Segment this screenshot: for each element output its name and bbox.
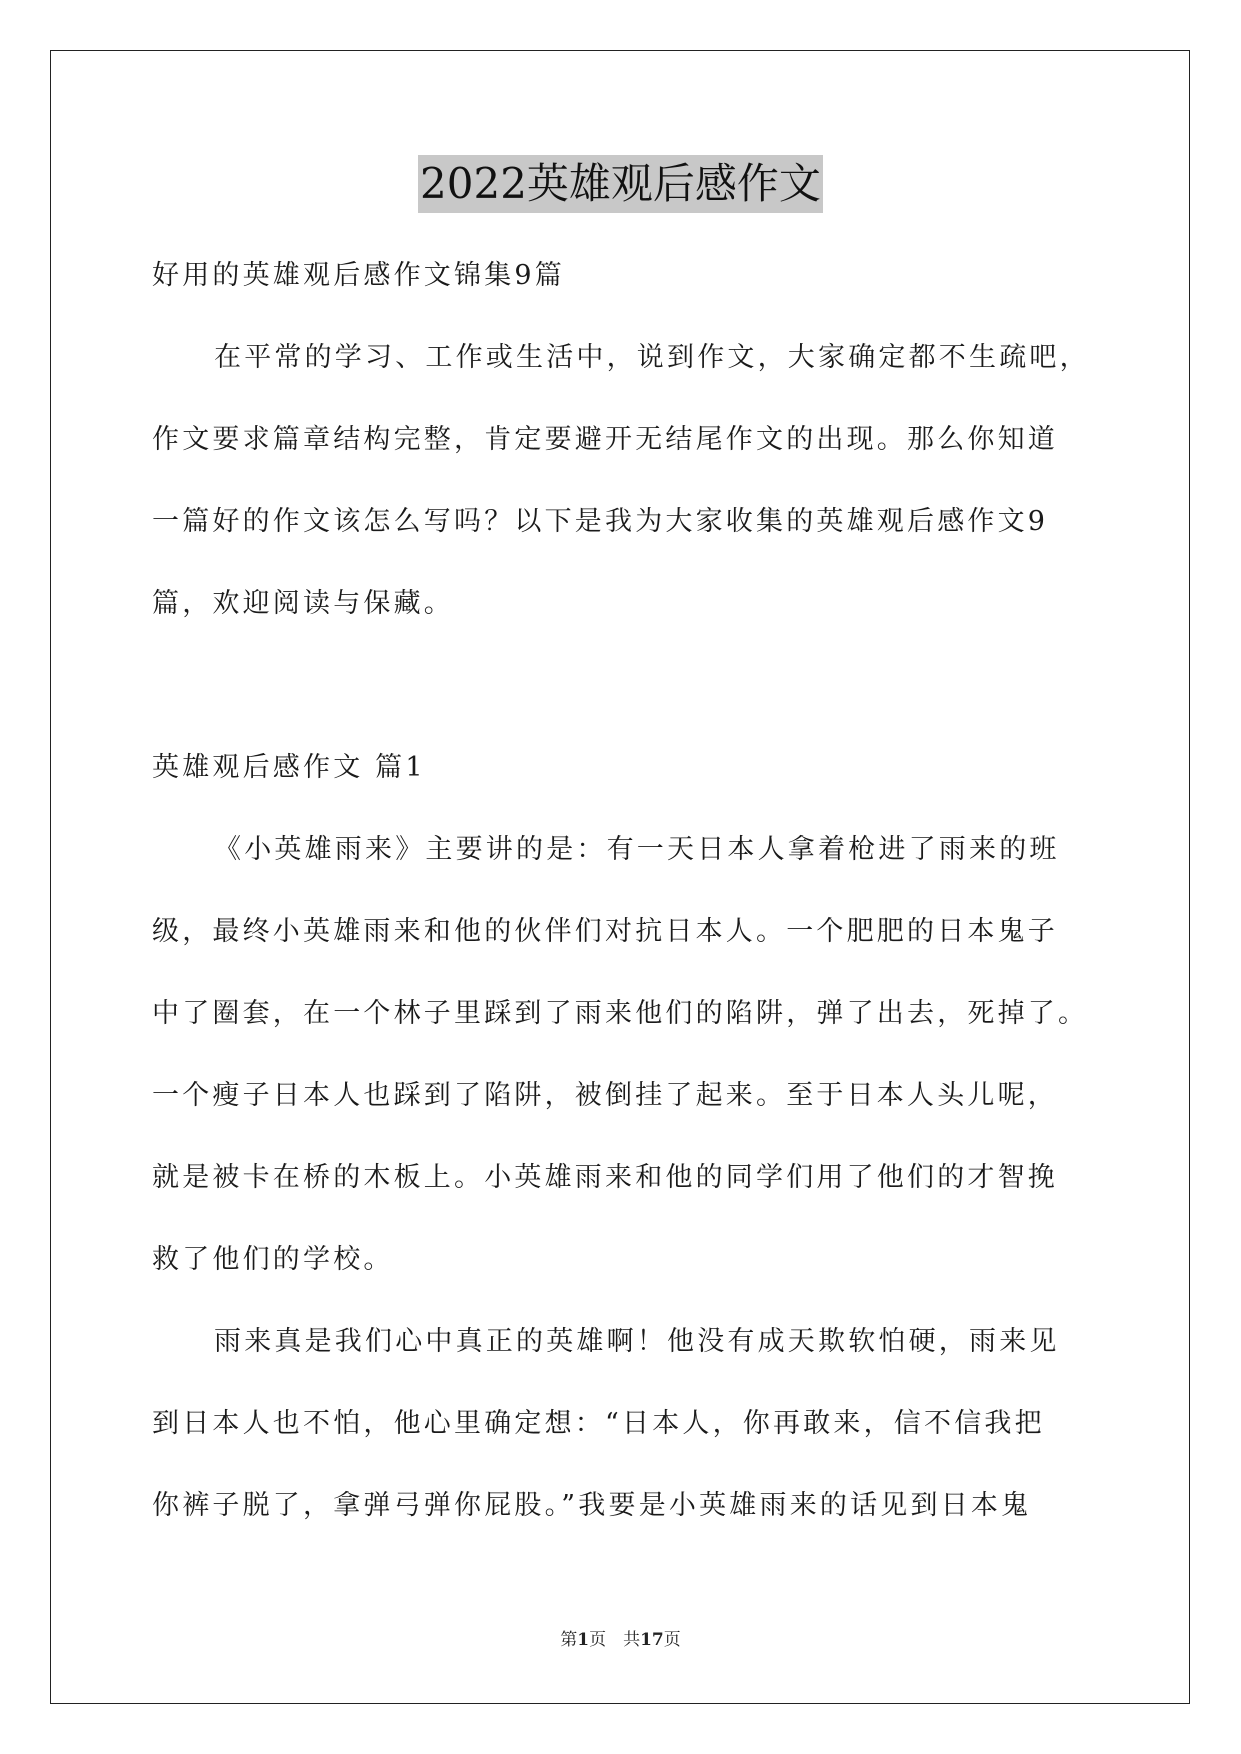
paragraph-line: 到日本人也不怕，他心里确定想：“日本人，你再敢来，信不信我把 [152,1408,1045,1439]
paragraph-line: 中了圈套，在一个林子里踩到了雨来他们的陷阱，弹了出去，死掉了。 [152,998,1089,1029]
paragraph-line: 一个瘦子日本人也踩到了陷阱，被倒挂了起来。至于日本人头儿呢， [152,1080,1058,1111]
intro-line: 在平常的学习、工作或生活中，说到作文，大家确定都不生疏吧， [214,342,1090,373]
subtitle: 好用的英雄观后感作文锦集9篇 [152,260,565,291]
paragraph-line: 雨来真是我们心中真正的英雄啊！他没有成天欺软怕硬，雨来见 [214,1326,1060,1357]
paragraph-line: 救了他们的学校。 [152,1244,394,1275]
intro-line: 作文要求篇章结构完整，肯定要避开无结尾作文的出现。那么你知道 [152,424,1058,455]
page-current: 1 [577,1630,590,1650]
page-footer [0,1625,1241,1650]
page-prefix: 第 [560,1630,578,1650]
document-title: 2022英雄观后感作文 [418,155,823,213]
section-heading: 英雄观后感作文 篇1 [152,752,426,783]
page-total: 17 [640,1630,664,1650]
paragraph-line: 你裤子脱了，拿弹弓弹你屁股。”我要是小英雄雨来的话见到日本鬼 [152,1490,1032,1521]
paragraph-line: 级，最终小英雄雨来和他的伙伴们对抗日本人。一个肥肥的日本鬼子 [152,916,1058,947]
page-mid: 页 共 [589,1630,641,1650]
document-body [152,235,1092,1547]
paragraph-line: 就是被卡在桥的木板上。小英雄雨来和他的同学们用了他们的才智挽 [152,1162,1058,1193]
paragraph-line: 《小英雄雨来》主要讲的是：有一天日本人拿着枪进了雨来的班 [214,834,1060,865]
page-suffix: 页 [663,1630,681,1650]
title-area [0,155,1241,213]
intro-line: 篇，欢迎阅读与保藏。 [152,588,454,619]
intro-line: 一篇好的作文该怎么写吗？以下是我为大家收集的英雄观后感作文9 [152,506,1049,537]
blank-line [152,645,1092,727]
